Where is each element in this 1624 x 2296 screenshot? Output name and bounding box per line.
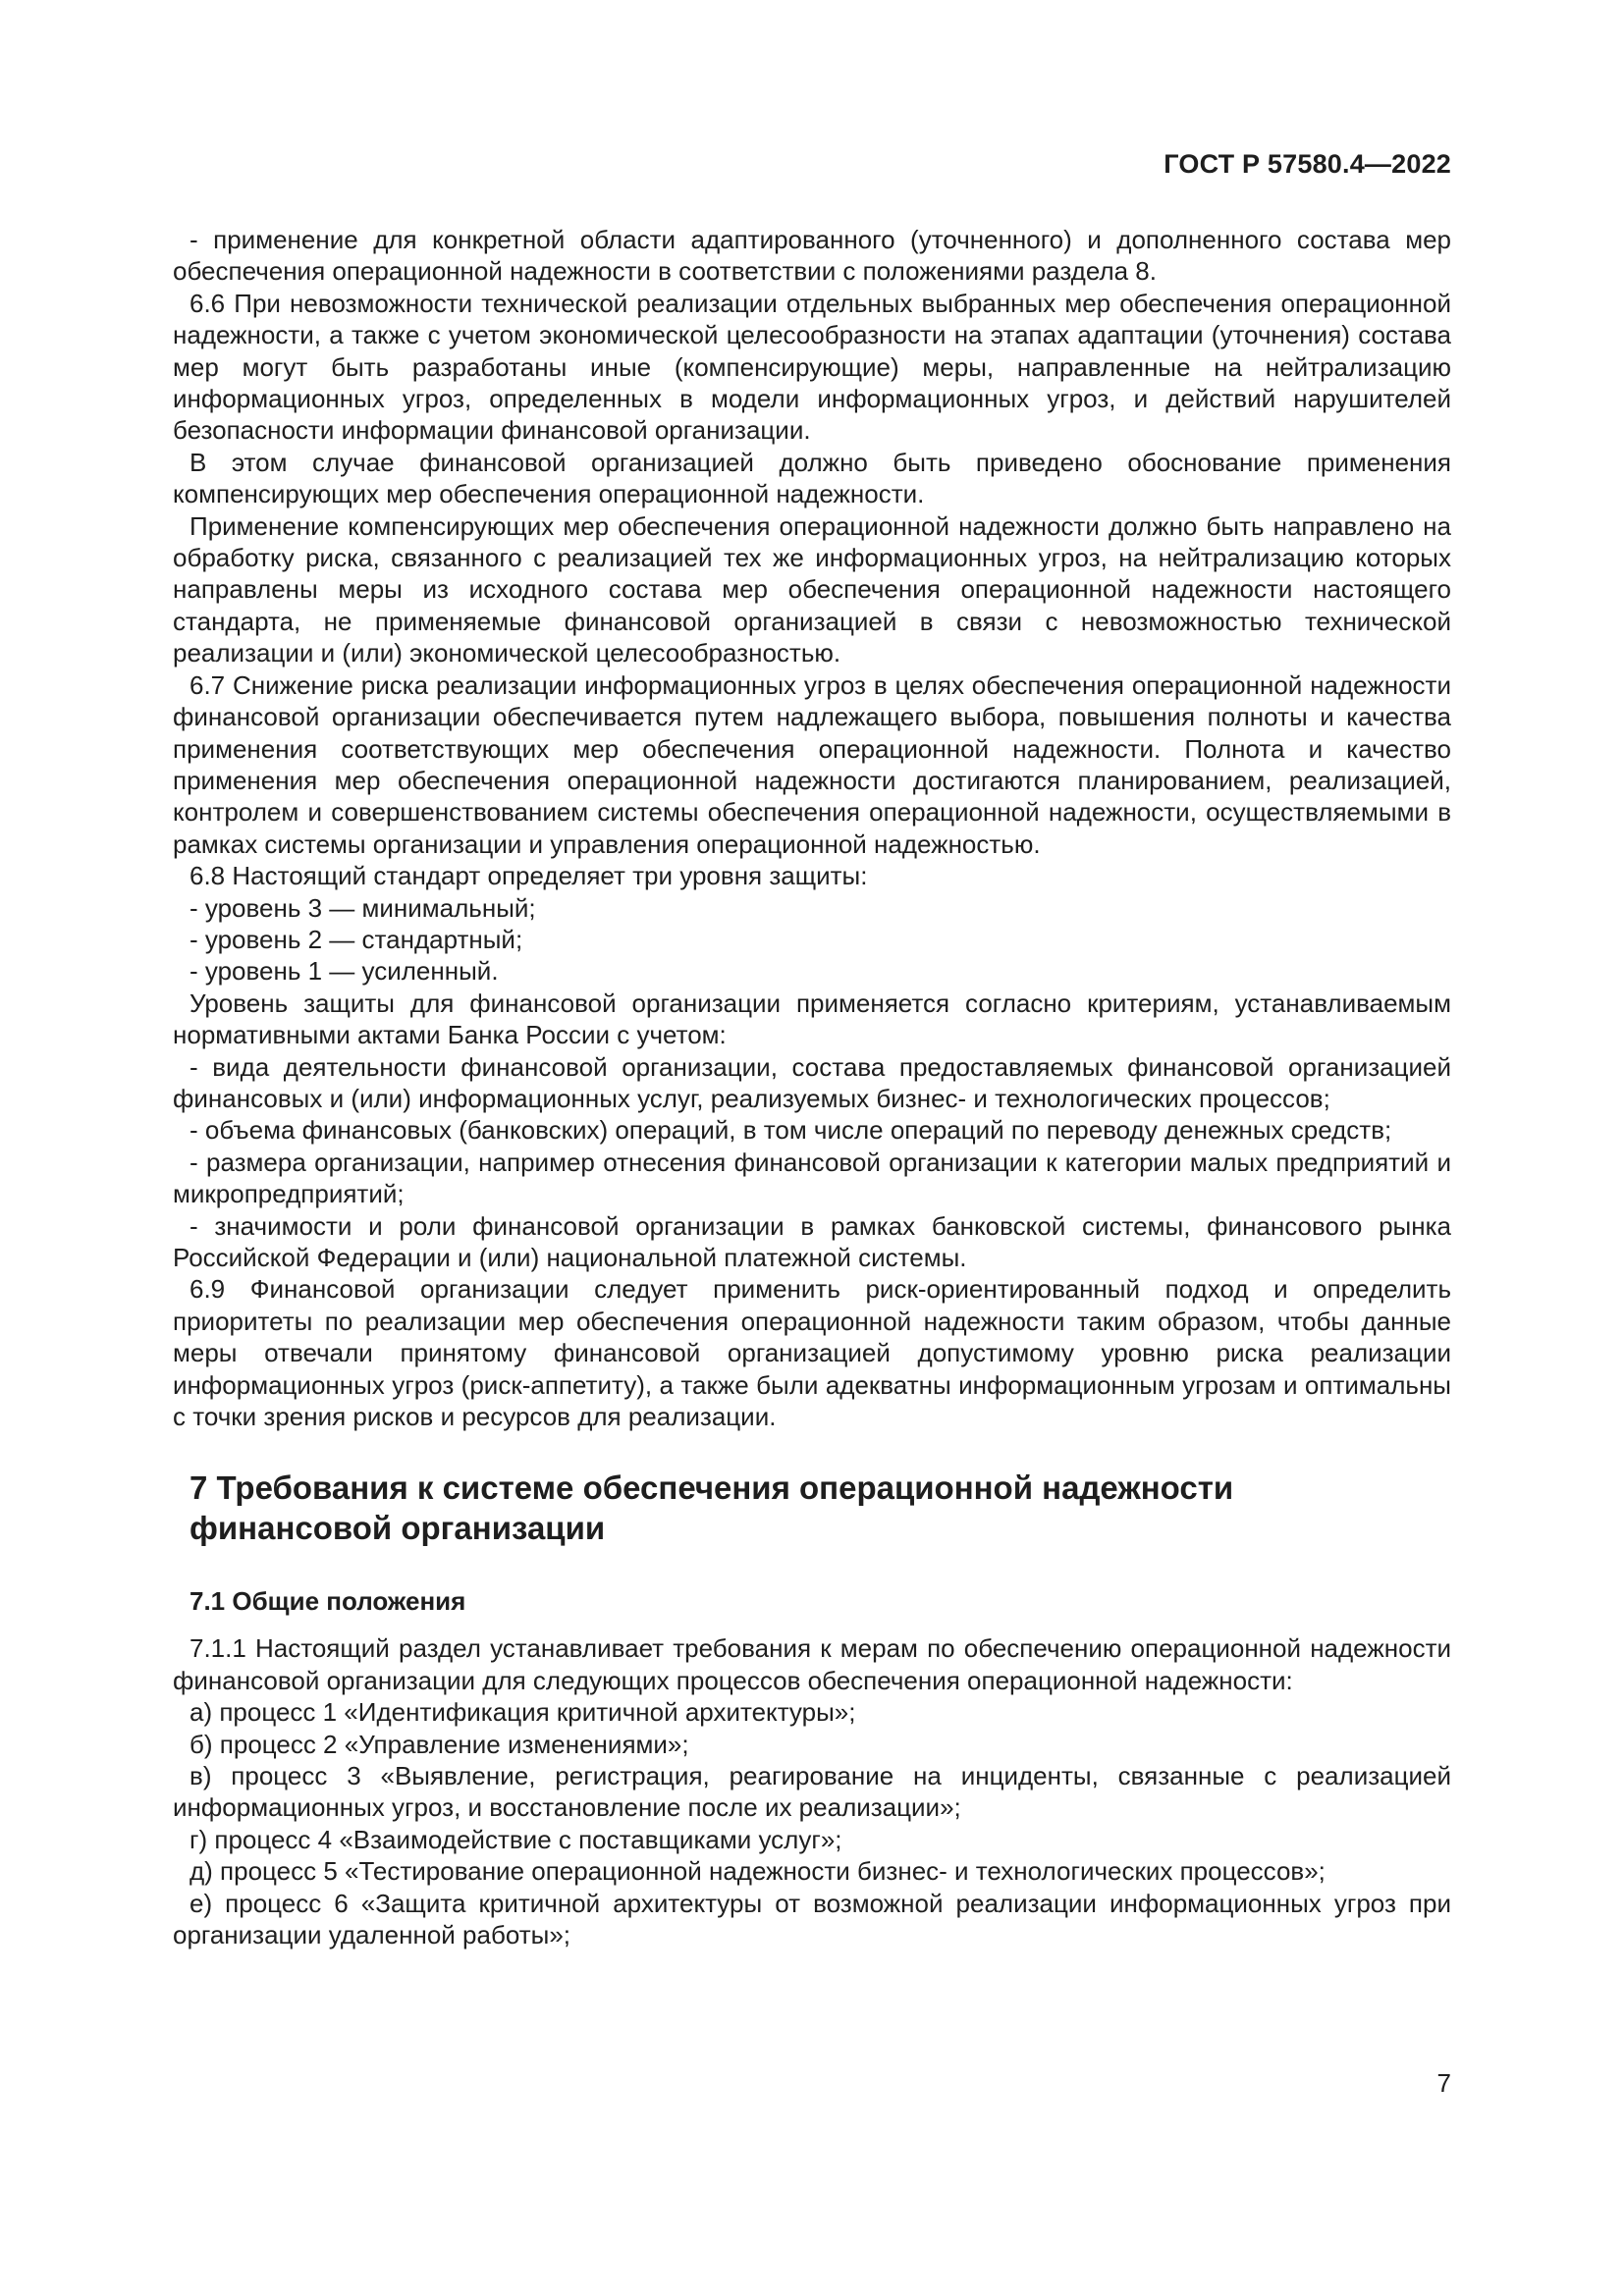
list-item-process-4: г) процесс 4 «Взаимодействие с поставщиками услуг»; <box>189 1824 842 1854</box>
paragraph-list-item: - применение для конкретной области адаптированного (уточненного) и дополненного состава мер обеспечения операционной надежности в соответствии с положениями раздела 8. <box>173 225 1451 287</box>
section-7-title-line-1: 7 Требования к системе обеспечения операционной надежности <box>189 1469 1234 1507</box>
list-item-process-6: е) процесс 6 «Защита критичной архитектуры от возможной реализации информационных угроз при организации удаленной работы»; <box>173 1888 1451 1950</box>
paragraph: Уровень защиты для финансовой организации применяется согласно критериям, устанавливаемым нормативными актами Банка России с учетом: <box>173 988 1451 1050</box>
paragraph-7-1-1: 7.1.1 Настоящий раздел устанавливает требования к мерам по обеспечению операционной надежности финансовой организации для следующих процессов обеспечения операционной надежности: <box>173 1633 1451 1695</box>
list-item-process-3: в) процесс 3 «Выявление, регистрация, реагирование на инциденты, связанные с реализацией информационных угроз, и восстановление после их реализации»; <box>173 1761 1451 1823</box>
paragraph: Применение компенсирующих мер обеспечения операционной надежности должно быть направлено на обработку риска, связанного с реализацией тех же информационных угроз, на нейтрализацию которых направлены меры из исходного состава мер обеспечения операционной надежности настоящего стандарта, не применяемые финансовой организацией в связи с невозможностью технической реализации и (или) экономической целесообразностью. <box>173 510 1451 668</box>
list-item-level-2: - уровень 2 — стандартный; <box>189 924 523 954</box>
list-item: - объема финансовых (банковских) операций, в том числе операций по переводу денежных средств; <box>189 1115 1392 1146</box>
document-header: ГОСТ Р 57580.4—2022 <box>1164 149 1451 179</box>
paragraph-6-9: 6.9 Финансовой организации следует применить риск-ориентированный подход и определить приоритеты по реализации мер обеспечения операционной надежности таким образом, чтобы данные меры отвечали принятому финансовой организацией допустимому уровню риска реализации информационных угроз (риск-аппетиту), а также были адекватны информационным угрозам и оптимальны с точки зрения рисков и ресурсов для реализации. <box>173 1274 1451 1432</box>
list-item: - размера организации, например отнесения финансовой организации к категории малых предприятий и микропредприятий; <box>173 1147 1451 1209</box>
paragraph-6-7: 6.7 Снижение риска реализации информационных угроз в целях обеспечения операционной надежности финансовой организации обеспечивается путем надлежащего выбора, повышения полноты и качества применения соответствующих мер обеспечения операционной надежности. Полнота и качество применения мер обеспечения операционной надежности достигаются планированием, реализацией, контролем и совершенствованием системы обеспечения операционной надежности, осуществляемыми в рамках системы организации и управления операционной надежностью. <box>173 669 1451 859</box>
paragraph-6-6: 6.6 При невозможности технической реализации отдельных выбранных мер обеспечения операционной надежности, а также с учетом экономической целесообразности на этапах адаптации (уточнения) состава мер могут быть разработаны иные (компенсирующие) меры, направленные на нейтрализацию информационных угроз, определенных в модели информационных угроз, и действий нарушителей безопасности информации финансовой организации. <box>173 288 1451 446</box>
list-item-process-2: б) процесс 2 «Управление изменениями»; <box>189 1729 689 1759</box>
section-7-title-line-2: финансовой организации <box>189 1510 606 1547</box>
list-item-level-3: - уровень 3 — минимальный; <box>189 892 536 923</box>
list-item-process-1: а) процесс 1 «Идентификация критичной архитектуры»; <box>189 1697 856 1728</box>
list-item-process-5: д) процесс 5 «Тестирование операционной надежности бизнес- и технологических процессов»; <box>189 1856 1326 1887</box>
section-7-title <box>189 1468 1451 1548</box>
list-item: - значимости и роли финансовой организации в рамках банковской системы, финансового рынка Российской Федерации и (или) национальной платежной системы. <box>173 1210 1451 1272</box>
list-item: - вида деятельности финансовой организации, состава предоставляемых финансовой организацией финансовых и (или) информационных услуг, реализуемых бизнес- и технологических процессов; <box>173 1051 1451 1113</box>
paragraph: В этом случае финансовой организацией должно быть приведено обоснование применения компенсирующих мер обеспечения операционной надежности. <box>173 447 1451 509</box>
page-number: 7 <box>1436 2068 1451 2098</box>
list-item-level-1: - уровень 1 — усиленный. <box>189 956 499 987</box>
page-body <box>173 224 1451 1951</box>
subsection-7-1-title: 7.1 Общие положения <box>189 1586 466 1617</box>
paragraph-6-8: 6.8 Настоящий стандарт определяет три уровня защиты: <box>189 861 868 891</box>
